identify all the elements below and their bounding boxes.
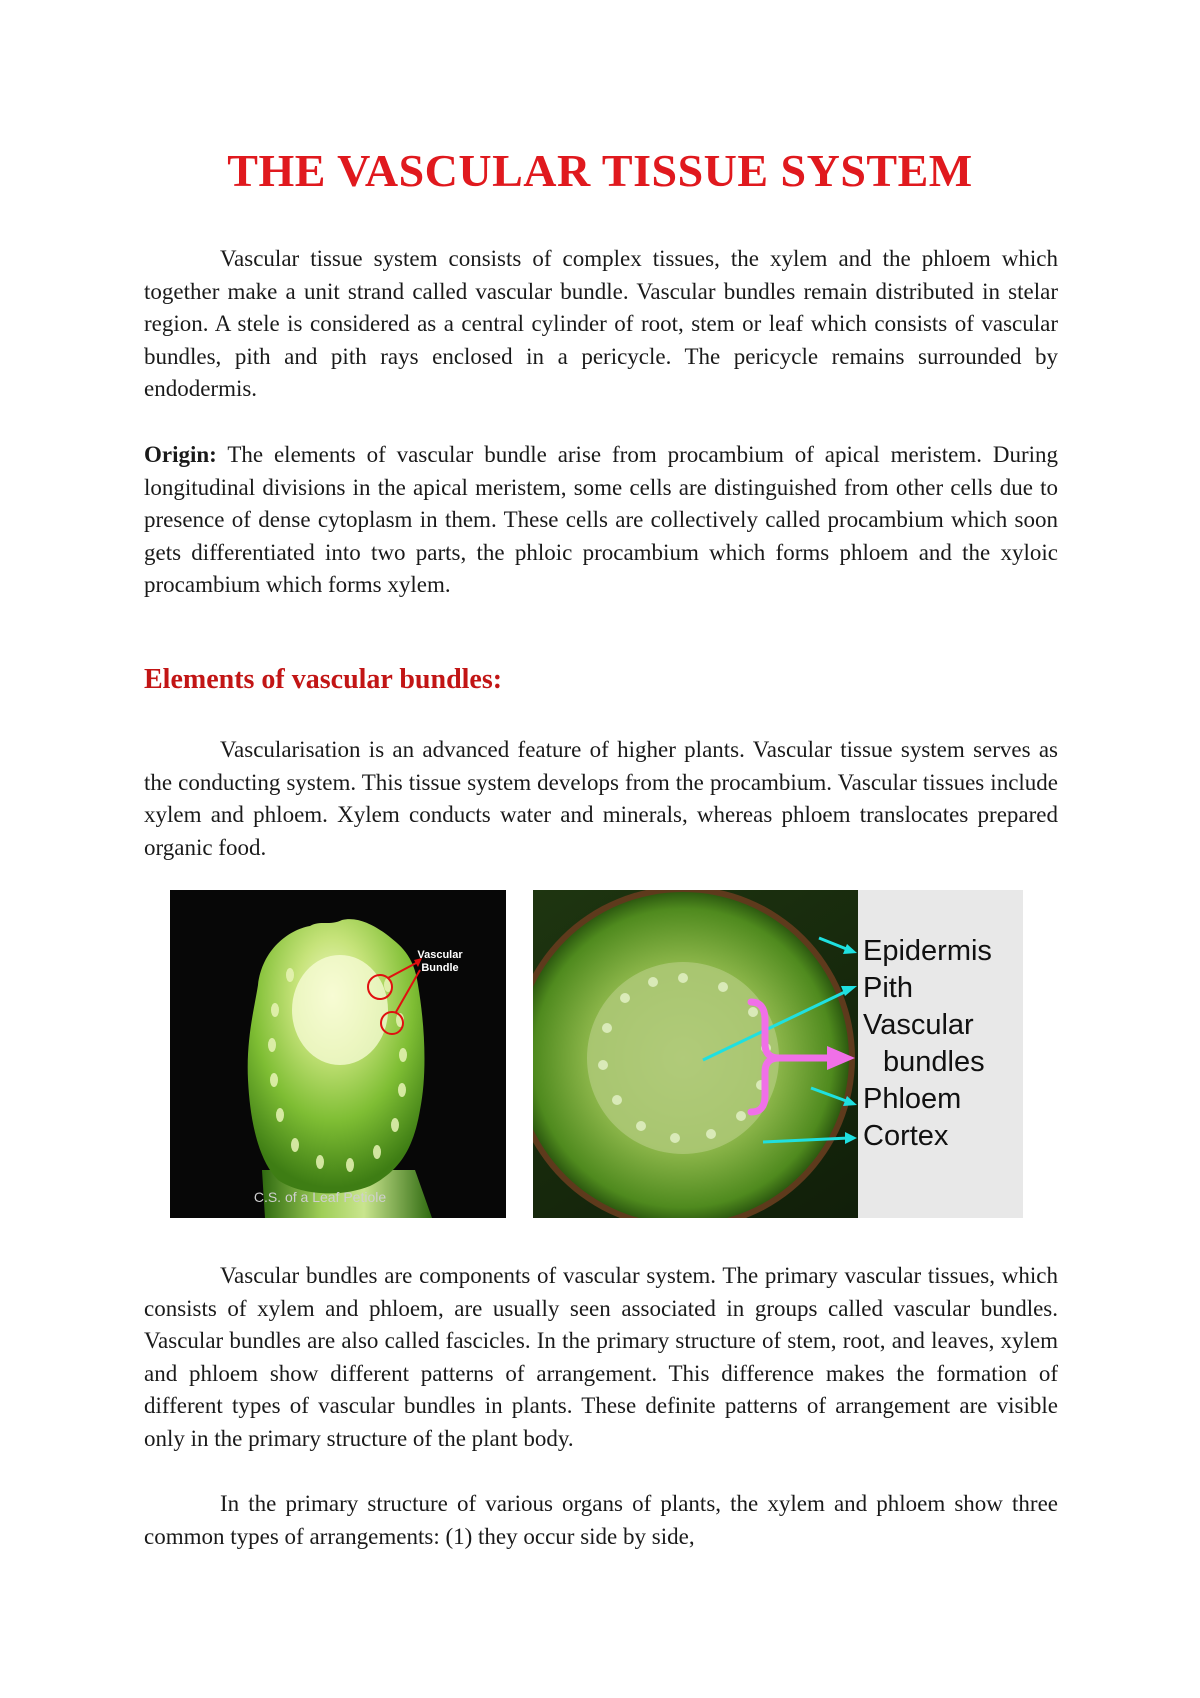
intro-paragraph: Vascular tissue system consists of complex tissues, the xylem and the phloem which together make a unit strand called vascular bundle. Vascular bundles remain distributed in stelar region. A stele is considered as a central cylinder of root, stem or leaf which consists of vascular bundles, pith and pith rays enclosed in a pericycle. The pericycle remains surrounded by endodermis. <box>144 246 1058 402</box>
stem-pith <box>587 962 779 1154</box>
label-pith: Pith <box>863 972 913 1004</box>
paragraph-4: In the primary structure of various organs of plants, the xylem and phloem show three common types of arrangements: (1) they occur side by side, <box>144 1491 1058 1549</box>
elements-paragraph: Vascularisation is an advanced feature of higher plants. Vascular tissue system serves as the conducting system. This tissue system develops from the procambium. Vascular tissues include xylem and phloem. Xylem conducts water and minerals, whereas phloem translocates prepared organic food. <box>144 737 1058 860</box>
origin-label: Origin: <box>144 442 217 467</box>
page-title: THE VASCULAR TISSUE SYSTEM <box>227 145 973 196</box>
origin-paragraph <box>144 439 1058 602</box>
callout-label-line2: Bundle <box>421 962 459 974</box>
label-epidermis: Epidermis <box>863 935 992 967</box>
label-cortex: Cortex <box>863 1120 949 1152</box>
label-bundles: bundles <box>883 1046 985 1078</box>
stem-section-figure <box>533 890 1023 1218</box>
leaf-petiole-figure <box>170 890 506 1218</box>
origin-text: The elements of vascular bundle arise from procambium of apical meristem. During longitudinal divisions in the apical meristem, some cells are distinguished from other cells due to presence of dense cytoplasm in them. These cells are collectively called procambium which soon gets differentiated into two parts, the phloic procambium which forms phloem and the xyloic procambium which forms xylem. <box>144 442 1058 598</box>
label-vascular: Vascular <box>863 1009 974 1041</box>
callout-label-line1: Vascular <box>417 949 463 961</box>
paragraph-3: Vascular bundles are components of vascular system. The primary vascular tissues, which consists of xylem and phloem, are usually seen associated in groups called vascular bundles. Vascular bundles are also called fascicles. In the primary structure of stem, root, and leaves, xylem and phloem show different patterns of arrangement. This difference makes the formation of different types of vascular bundles in plants. These definite patterns of arrangement are visible only in the primary structure of the plant body. <box>144 1263 1058 1451</box>
petiole-center-highlight <box>292 955 388 1065</box>
figure-caption: C.S. of a Leaf Petiole <box>253 1189 387 1205</box>
section-heading-elements: Elements of vascular bundles: <box>144 664 503 695</box>
label-phloem: Phloem <box>863 1083 962 1115</box>
